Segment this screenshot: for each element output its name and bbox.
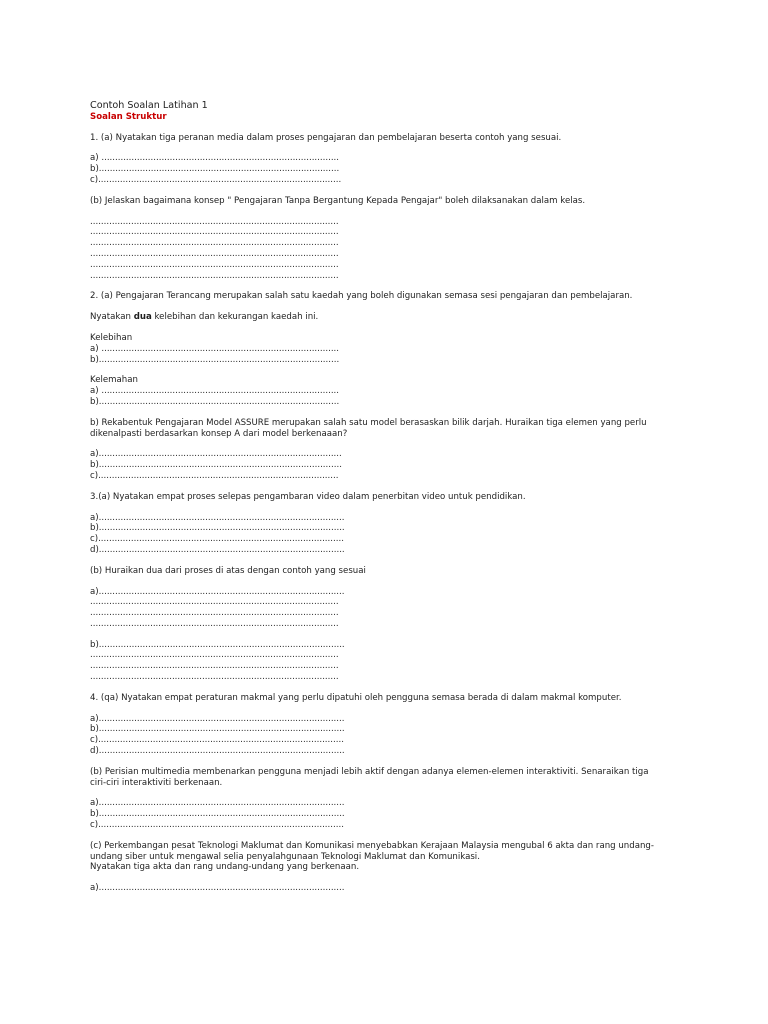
section-heading: Soalan Struktur (90, 111, 167, 122)
answer-line: b)........................................................................................ (90, 164, 340, 175)
answer-line: ........................................................................................... (90, 597, 339, 608)
answer-line: a) ....................................................................................... (90, 386, 340, 397)
question-4c-instruction: Nyatakan tiga akta dan rang undang-undang yang berkenaan. (90, 862, 360, 873)
answer-line: b)........................................................................................ (90, 396, 340, 407)
answer-line: c).......................................................................................... (90, 534, 344, 545)
question-4c: (c) Perkembangan pesat Teknologi Maklumat dan Komunikasi menyebabkan Kerajaan Malaysia mengubal 6 akta dan rang undang- (90, 840, 654, 851)
question-3a: 3.(a) Nyatakan empat proses selepas pengambaran video dalam penerbitan video untuk pendidikan. (90, 491, 526, 502)
answer-line: b).......................................................................................... (90, 809, 345, 820)
question-2a: 2. (a) Pengajaran Terancang merupakan salah satu kaedah yang boleh digunakan semasa sesi pengajaran dan pembelajaran. (90, 291, 633, 302)
answer-line: b)........................................................................................ (90, 354, 340, 365)
answer-line: ........................................................................................... (90, 259, 339, 270)
answer-line: a).......................................................................................... (90, 586, 345, 597)
answer-line: a).......................................................................................... (90, 512, 345, 523)
kelebihan-label: Kelebihan (90, 332, 133, 343)
kelemahan-label: Kelemahan (90, 375, 138, 386)
answer-line: c)........................................................................................ (90, 470, 339, 481)
question-4b-cont: ciri-ciri interaktiviti berkenaan. (90, 777, 223, 788)
document-title: Contoh Soalan Latihan 1 (90, 100, 208, 111)
answer-line: ........................................................................................... (90, 248, 339, 259)
answer-line: ........................................................................................... (90, 650, 339, 661)
answer-line: b).......................................................................................... (90, 639, 345, 650)
answer-line: c).......................................................................................... (90, 735, 344, 746)
answer-line: d).......................................................................................... (90, 544, 345, 555)
answer-line: ........................................................................................... (90, 216, 339, 227)
answer-line: ........................................................................................... (90, 270, 339, 281)
question-1b: (b) Jelaskan bagaimana konsep " Pengajaran Tanpa Bergantung Kepada Pengajar" boleh dilaksanakan dalam kelas. (90, 195, 586, 206)
question-3b: (b) Huraikan dua dari proses di atas dengan contoh yang sesuai (90, 565, 366, 576)
document-content (90, 101, 690, 894)
answer-line: b).......................................................................................... (90, 523, 345, 534)
answer-line: a) ....................................................................................... (90, 153, 340, 164)
question-2b: b) Rekabentuk Pengajaran Model ASSURE merupakan salah satu model berasaskan bilik darjah. Huraikan tiga elemen yang perlu (90, 417, 647, 428)
question-4b: (b) Perisian multimedia membenarkan pengguna menjadi lebih aktif dengan adanya elemen-elemen interaktiviti. Senaraikan tiga (90, 766, 649, 777)
answer-line: b).......................................................................................... (90, 724, 345, 735)
answer-line: ........................................................................................... (90, 608, 339, 619)
answer-line: a) ....................................................................................... (90, 343, 340, 354)
answer-line: a).......................................................................................... (90, 798, 345, 809)
question-4c-cont: undang siber untuk mengawal selia penyalahgunaan Teknologi Maklumat dan Komunikasi. (90, 851, 480, 862)
answer-line: b)......................................................................................... (90, 460, 342, 471)
answer-line: a)......................................................................................... (90, 449, 342, 460)
answer-line: ........................................................................................... (90, 661, 339, 672)
question-4a: 4. (qa) Nyatakan empat peraturan makmal yang perlu dipatuhi oleh pengguna semasa berada di dalam makmal komputer. (90, 692, 622, 703)
question-1a: 1. (a) Nyatakan tiga peranan media dalam proses pengajaran dan pembelajaran beserta contoh yang sesuai. (90, 132, 562, 143)
question-2b-cont: dikenalpasti berdasarkan konsep A dari model berkenaaan? (90, 428, 348, 439)
answer-line: a).......................................................................................... (90, 713, 345, 724)
emphasis-text: dua (133, 312, 152, 323)
answer-line: c).......................................................................................... (90, 820, 344, 831)
answer-line: a).......................................................................................... (90, 883, 345, 894)
answer-line: ........................................................................................... (90, 238, 339, 249)
answer-line: ........................................................................................... (90, 618, 339, 629)
answer-line: ........................................................................................... (90, 227, 339, 238)
answer-line: d).......................................................................................... (90, 746, 345, 757)
answer-line: c)......................................................................................... (90, 174, 342, 185)
question-2a-instruction: Nyatakan dua kelebihan dan kekurangan kaedah ini. (90, 312, 319, 323)
answer-line: ........................................................................................... (90, 672, 339, 683)
